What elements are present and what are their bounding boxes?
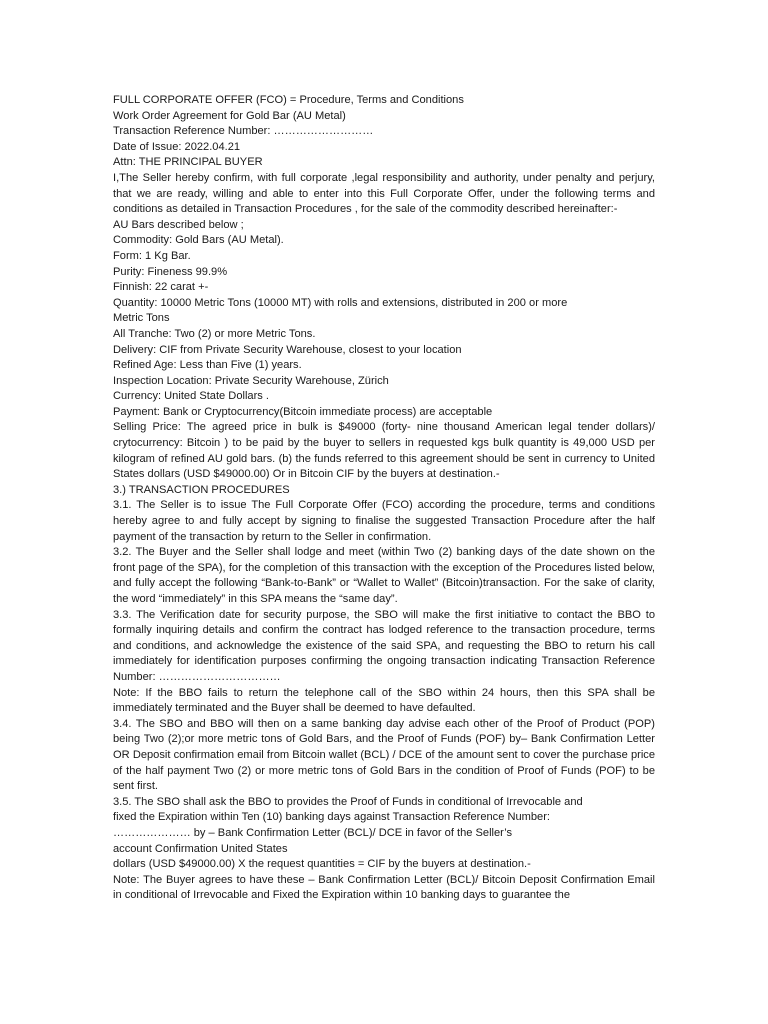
document-subtitle: Work Order Agreement for Gold Bar (AU Metal) xyxy=(113,109,346,122)
procedure-3-5-line-3: ………………… by – Bank Confirmation Letter (BCL)/ DCE in favor of the Seller’s xyxy=(113,826,513,839)
procedures-heading: 3.) TRANSACTION PROCEDURES xyxy=(113,483,290,496)
spec-purity: Purity: Fineness 99.9% xyxy=(113,265,228,278)
attention-line: Attn: THE PRINCIPAL BUYER xyxy=(113,156,263,169)
transaction-reference: Transaction Reference Number: ……………………… xyxy=(113,125,374,138)
procedure-3-2: 3.2. The Buyer and the Seller shall lodge and meet (within Two (2) banking days of the date shown on the front page of the SPA), for the completion of this transaction with the exception of the Procedures listed below, and fully accept the following “Bank-to-Bank” or “Wallet to Wallet” (Bitcoin)transaction. For the sake of clarity, the word “immediately” in this SPA means the “same day”. xyxy=(113,546,655,605)
note-bbo-default: Note: If the BBO fails to return the telephone call of the SBO within 24 hours, then this SPA shall be immediately terminated and the Buyer shall be deemed to have defaulted. xyxy=(113,686,655,715)
procedure-3-5-line-1: 3.5. The SBO shall ask the BBO to provides the Proof of Funds in conditional of Irrevocable and xyxy=(113,795,583,808)
spec-currency: Currency: United State Dollars . xyxy=(113,390,269,403)
intro-paragraph: I,The Seller hereby confirm, with full corporate ,legal responsibility and authority, under penalty and perjury, that we are ready, willing and able to enter into this Full Corporate Offer, under the following terms and conditions as detailed in Transaction Procedures , for the sale of the commodity described hereinafter:- xyxy=(113,171,655,216)
document-title: FULL CORPORATE OFFER (FCO) = Procedure, Terms and Conditions xyxy=(113,94,464,106)
note-bcl-guarantee: Note: The Buyer agrees to have these – Bank Confirmation Letter (BCL)/ Bitcoin Deposit Confirmation Email in conditional of Irrevocable and Fixed the Expiration within 10 banking days to guarantee the xyxy=(113,873,655,902)
spec-quantity: Quantity: 10000 Metric Tons (10000 MT) with rolls and extensions, distributed in 200 or more xyxy=(113,296,568,309)
procedure-3-5-line-2: fixed the Expiration within Ten (10) banking days against Transaction Reference Number: xyxy=(113,811,551,824)
procedure-3-1: 3.1. The Seller is to issue The Full Corporate Offer (FCO) according the procedure, terms and conditions hereby agree to and fully accept by signing to finalise the suggested Transaction Procedure after the half payment of the transaction by return to the Seller in confirmation. xyxy=(113,499,655,543)
spec-form: Form: 1 Kg Bar. xyxy=(113,249,191,262)
spec-payment: Payment: Bank or Cryptocurrency(Bitcoin immediate process) are acceptable xyxy=(113,405,493,418)
spec-au-bars: AU Bars described below ; xyxy=(113,218,244,231)
procedure-3-5-line-4: account Confirmation United States xyxy=(113,842,288,855)
procedure-3-4: 3.4. The SBO and BBO will then on a same banking day advise each other of the Proof of Product (POP) being Two (2);or more metric tons of Gold Bars, and the Proof of Funds (POF) by– Bank Confirmation Letter OR Deposit confirmation email from Bitcoin wallet (BCL) / DCE of the amount sent to cover the purchase price of the half payment Two (2) or more metric tons of Gold Bars in the condition of Proof of Funds (POF) to be sent first. xyxy=(113,717,655,793)
spec-inspection: Inspection Location: Private Security Warehouse, Zürich xyxy=(113,374,389,387)
spec-refined-age: Refined Age: Less than Five (1) years. xyxy=(113,359,302,372)
date-of-issue: Date of Issue: 2022.04.21 xyxy=(113,140,241,153)
procedure-3-3: 3.3. The Verification date for security purpose, the SBO will make the first initiative to contact the BBO to formally inquiring details and confirm the contract has lodged reference to the transaction procedure, terms and conditions, and acknowledge the existence of the said SPA, and requesting the BBO to return his call immediately for identification purposes confirming the ongoing transaction indicating Transaction Reference Number: …………………………… xyxy=(113,608,655,683)
spec-commodity: Commodity: Gold Bars (AU Metal). xyxy=(113,234,284,247)
spec-finnish: Finnish: 22 carat +- xyxy=(113,281,209,294)
spec-delivery: Delivery: CIF from Private Security Warehouse, closest to your location xyxy=(113,343,462,356)
selling-price-paragraph: Selling Price: The agreed price in bulk is $49000 (forty- nine thousand American legal tender dollars)/ crytocurrency: Bitcoin ) to be paid by the buyer to sellers in requested kgs bulk quantity is 49,000 USD per kilogram of refined AU gold bars. (b) the funds referred to this agreement should be sent in currency to United States dollars (USD $49000.00) Or in Bitcoin CIF by the buyers at destination.- xyxy=(113,421,655,481)
spec-tranche: All Tranche: Two (2) or more Metric Tons. xyxy=(113,327,316,340)
procedure-3-5-line-5: dollars (USD $49000.00) X the request quantities = CIF by the buyers at destination.- xyxy=(113,858,531,871)
spec-quantity-cont: Metric Tons xyxy=(113,312,170,325)
